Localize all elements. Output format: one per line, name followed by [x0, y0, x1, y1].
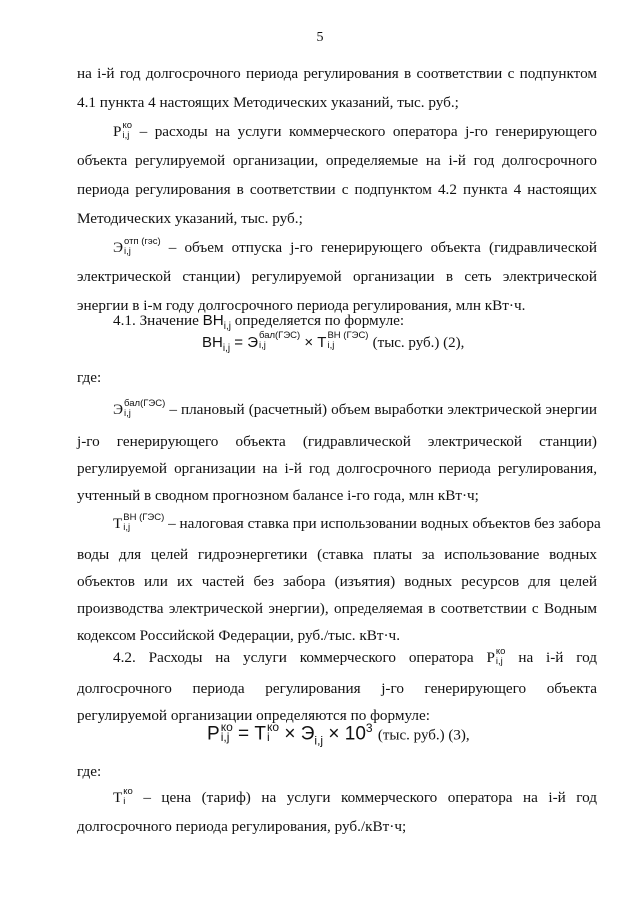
symbol-t-vn: Т ВН (ГЭС) i,j: [113, 511, 165, 533]
definition-line: Т ко i – цена (тариф) на услуги коммерческого оператора на i-й год: [113, 785, 597, 807]
text-line: долгосрочного периода регулирования j-го генерирующего объекта: [77, 680, 597, 697]
text-line: воды для целей гидроэнергетики (ставка платы за использование водных: [77, 546, 597, 563]
text-line: производства электрической энергии), определяемая в соответствии с Водным: [77, 600, 597, 617]
symbol-e-bal: Э бал(ГЭС) i,j: [113, 397, 166, 419]
text-line: объектов или их частей без забора (изъятия) водных ресурсов для целей: [77, 573, 597, 590]
definition-line: Т ВН (ГЭС) i,j – налоговая ставка при использовании водных объектов без забора: [113, 511, 601, 533]
section-line: 4.1. Значение $ВН_{i,j}$ определяется по формуле:: [113, 312, 405, 332]
symbol-r: Р ко i,j: [486, 645, 506, 667]
symbol-vn: $ВН_{i,j}$: [202, 312, 231, 332]
text-line: на i-й год долгосрочного периода регулирования в соответствии с подпунктом: [77, 65, 597, 82]
symbol-r: Р ко i,j: [113, 119, 132, 141]
text-line: долгосрочного периода регулирования, руб./кВт·ч;: [77, 818, 407, 835]
text-line: периода регулирования в соответствии с подпунктом 4.2 пункта 4 настоящих: [77, 181, 597, 198]
formula-3: Р ко i,j = Т ко i × $Э_{i,j} \times 10^3$ (тыс. руб.) (3),: [207, 720, 470, 748]
text-line: Методических указаний, тыс. руб.;: [77, 210, 303, 227]
text-line: учтенный в сводном прогнозном балансе i-го года, млн кВт·ч;: [77, 487, 479, 504]
text-line: 4.1 пункта 4 настоящих Методических указаний, тыс. руб.;: [77, 94, 459, 111]
text-line: энергии в i-м году долгосрочного периода регулирования, млн кВт·ч.: [77, 297, 526, 314]
page-number: 5: [316, 30, 324, 45]
text-line: где:: [77, 369, 102, 386]
text-line: j-го генерирующего объекта (гидравлической электрической станции): [77, 433, 597, 450]
definition-line: Р ко i,j – расходы на услуги коммерческого оператора j-го генерирующего: [113, 119, 598, 141]
symbol-e-otp: Э отп (гэс) i,j: [113, 235, 161, 257]
symbol-t-ko: Т ко i: [113, 785, 133, 807]
text-line: электрической станции) регулируемой организации в сеть электрической: [77, 268, 597, 285]
definition-line: Э отп (гэс) i,j – объем отпуска j-го генерирующего объекта (гидравлической: [113, 235, 598, 257]
text-line: где:: [77, 763, 102, 780]
text-line: регулируемой организации определяются по формуле:: [77, 707, 430, 724]
formula-2: $ВН_{i,j} = Э$ бал(ГЭС) i,j × Т ВН (ГЭС) i,j (тыс. руб.) (2),: [202, 330, 465, 354]
text-line: регулируемой организации на i-й год долгосрочного периода регулирования,: [77, 460, 597, 477]
definition-line: Э бал(ГЭС) i,j – плановый (расчетный) объем выработки электрической энергии: [113, 397, 598, 419]
text-line: объекта регулируемой организации, определяемые на i-й год долгосрочного: [77, 152, 597, 169]
text-line: кодексом Российской Федерации, руб./тыс. кВт·ч.: [77, 627, 400, 644]
section-line: 4.2. Расходы на услуги коммерческого оператора Р ко i,j на i-й год: [113, 645, 598, 667]
